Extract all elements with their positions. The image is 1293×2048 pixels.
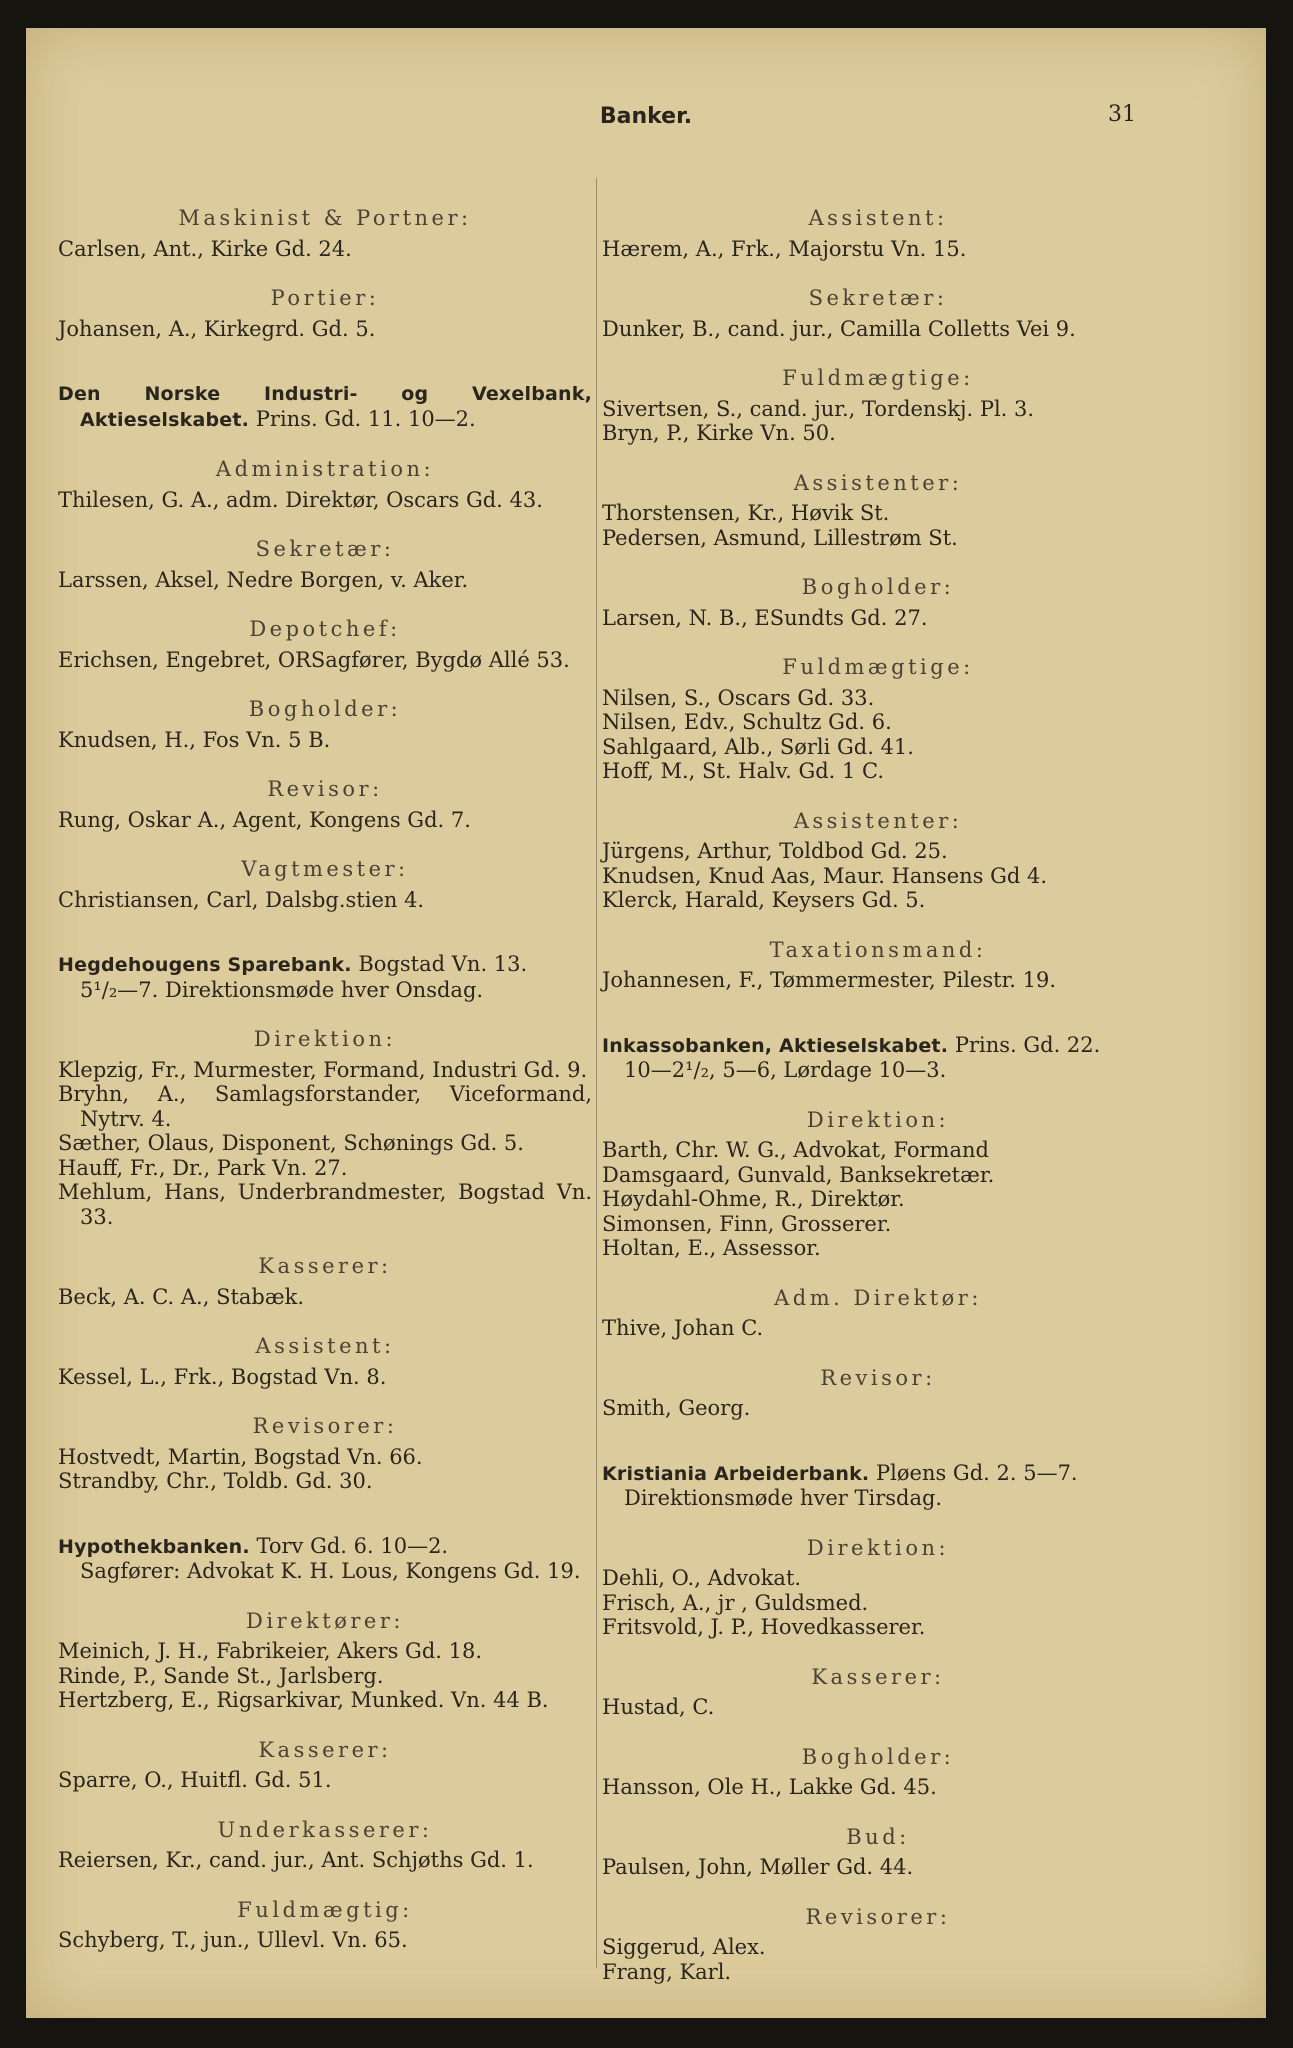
directory-entry: Erichsen, Engebret, ORSagfører, Bygdø Allé 53. xyxy=(58,647,570,672)
directory-entry: Sparre, O., Huitfl. Gd. 51. xyxy=(58,1768,332,1792)
section-heading: Taxationsmand: xyxy=(769,937,987,962)
institution-details: Prins. Gd. 11. 10—2. xyxy=(255,406,476,431)
directory-entry: Dehli, O., Advokat. xyxy=(602,1566,802,1590)
section-heading: Revisor: xyxy=(820,1365,936,1390)
directory-entry: Siggerud, Alex. xyxy=(602,1935,766,1959)
institution-entry xyxy=(58,1534,592,1560)
directory-entry: Knudsen, Knud Aas, Maur. Hansens Gd 4. xyxy=(602,863,1048,888)
institution-entry xyxy=(602,1461,1154,1487)
directory-entry: Rinde, P., Sande St., Jarlsberg. xyxy=(58,1663,384,1688)
directory-entry: Johansen, A., Kirkegrd. Gd. 5. xyxy=(58,316,376,341)
institution-entry xyxy=(58,381,592,432)
section-heading: Sekretær: xyxy=(808,286,948,310)
directory-entry: Klerck, Harald, Keysers Gd. 5. xyxy=(602,888,926,912)
directory-entry: Bryn, P., Kirke Vn. 50. xyxy=(602,421,836,445)
directory-entry: Hustad, C. xyxy=(602,1695,715,1719)
section-heading: Kasserer: xyxy=(258,1254,392,1278)
directory-page xyxy=(26,28,1266,2018)
directory-entry: Sivertsen, S., cand. jur., Tordenskj. Pl. 3. xyxy=(602,396,1035,421)
page-header-title: Banker. xyxy=(599,104,693,129)
directory-entry: Damsgaard, Gunvald, Banksekretær. xyxy=(602,1162,995,1187)
directory-entry: Thive, Johan C. xyxy=(602,1316,764,1340)
directory-entry: Meinich, J. H., Fabrikeier, Akers Gd. 18. xyxy=(58,1639,483,1663)
institution-name: Kristiania Arbeiderbank. xyxy=(602,1462,870,1485)
directory-entry: Hertzberg, E., Rigsarkivar, Munked. Vn. 44 B. xyxy=(58,1688,549,1712)
institution-details: Prins. Gd. 22. xyxy=(954,1032,1101,1057)
section-heading: Kasserer: xyxy=(811,1664,945,1689)
directory-entry: Sahlgaard, Alb., Sørli Gd. 41. xyxy=(602,734,914,759)
directory-entry: Thilesen, G. A., adm. Direktør, Oscars Gd. 43. xyxy=(58,487,543,512)
institution-entry xyxy=(602,1033,1154,1059)
section-heading: Vagtmester: xyxy=(241,857,409,881)
section-heading: Bud: xyxy=(846,1824,910,1849)
section-heading: Adm. Direktør: xyxy=(774,1285,982,1310)
section-heading: Assistent: xyxy=(255,1334,395,1358)
section-heading: Fuldmægtige: xyxy=(782,366,974,390)
section-heading: Depotchef: xyxy=(249,617,401,641)
section-heading: Direktion: xyxy=(806,1535,950,1560)
institution-details: Bogstad Vn. 13. xyxy=(358,952,528,976)
institution-details: Torv Gd. 6. 10—2. xyxy=(256,1533,449,1558)
section-heading: Maskinist & Portner: xyxy=(178,206,472,230)
section-heading: Bogholder: xyxy=(801,1744,955,1769)
directory-entry: Mehlum, Hans, Underbrandmester, Bogstad Vn. 33. xyxy=(58,1180,592,1229)
directory-entry: Schyberg, T., jun., Ullevl. Vn. 65. xyxy=(58,1928,408,1952)
left-column xyxy=(58,206,592,1953)
directory-entry: Sæther, Olaus, Disponent, Schønings Gd. 5. xyxy=(58,1131,524,1155)
directory-entry: Fritsvold, J. P., Hovedkasserer. xyxy=(602,1615,926,1639)
directory-entry: Smith, Georg. xyxy=(602,1396,751,1420)
directory-entry: Høydahl-Ohme, R., Direktør. xyxy=(602,1187,905,1211)
directory-entry: Beck, A. C. A., Stabæk. xyxy=(58,1284,305,1309)
directory-entry: Pedersen, Asmund, Lillestrøm St. xyxy=(602,525,958,550)
section-heading: Fuldmægtige: xyxy=(782,655,974,679)
section-heading: Assistenter: xyxy=(793,808,963,833)
directory-entry: Larssen, Aksel, Nedre Borgen, v. Aker. xyxy=(58,567,469,592)
institution-name: Inkassobanken, Aktieselskabet. xyxy=(602,1034,949,1057)
column-divider xyxy=(596,178,597,1968)
section-heading: Administration: xyxy=(215,457,435,481)
directory-entry: Rung, Oskar A., Agent, Kongens Gd. 7. xyxy=(58,807,471,832)
section-heading: Revisorer: xyxy=(805,1904,951,1929)
page-number: 31 xyxy=(1108,102,1136,127)
section-heading: Direktion: xyxy=(806,1107,950,1132)
directory-entry: Strandby, Chr., Toldb. Gd. 30. xyxy=(58,1469,373,1493)
directory-entry: Larsen, N. B., ESundts Gd. 27. xyxy=(602,605,928,630)
section-heading: Assistenter: xyxy=(793,470,963,495)
directory-entry: Frang, Karl. xyxy=(602,1959,732,1984)
section-heading: Sekretær: xyxy=(255,537,395,561)
directory-entry: Kessel, L., Frk., Bogstad Vn. 8. xyxy=(58,1364,387,1389)
directory-entry: Reiersen, Kr., cand. jur., Ant. Schjøths Gd. 1. xyxy=(58,1848,534,1872)
directory-entry: Dunker, B., cand. jur., Camilla Colletts Vei 9. xyxy=(602,316,1076,341)
section-heading: Fuldmægtig: xyxy=(237,1897,413,1922)
directory-entry: Johannesen, F., Tømmermester, Pilestr. 19. xyxy=(602,968,1057,992)
section-heading: Revisorer: xyxy=(252,1414,398,1438)
section-heading: Direktører: xyxy=(246,1608,404,1633)
directory-entry: Hostvedt, Martin, Bogstad Vn. 66. xyxy=(58,1444,423,1469)
directory-entry: Nilsen, S., Oscars Gd. 33. xyxy=(602,685,875,710)
institution-name: Den Norske Industri- og Vexelbank, Aktieselskabet. xyxy=(58,383,592,431)
section-heading: Kasserer: xyxy=(258,1737,392,1762)
directory-entry: Carlsen, Ant., Kirke Gd. 24. xyxy=(58,236,352,261)
institution-entry xyxy=(58,952,592,978)
directory-entry: Barth, Chr. W. G., Advokat, Formand xyxy=(602,1138,989,1162)
section-heading: Portier: xyxy=(270,286,380,310)
section-heading: Underkasserer: xyxy=(217,1817,433,1842)
directory-entry: Thorstensen, Kr., Høvik St. xyxy=(602,501,890,525)
directory-entry: Bryhn, A., Samlagsforstander, Viceformand, Nytrv. 4. xyxy=(58,1082,592,1131)
directory-entry: Hansson, Ole H., Lakke Gd. 45. xyxy=(602,1775,937,1799)
right-column xyxy=(602,206,1154,1984)
section-heading: Bogholder: xyxy=(801,575,955,599)
section-heading: Assistent: xyxy=(808,206,948,230)
directory-entry: Hoff, M., St. Halv. Gd. 1 C. xyxy=(602,759,885,783)
directory-entry: Klepzig, Fr., Murmester, Formand, Industri Gd. 9. xyxy=(58,1057,588,1082)
directory-entry: Holtan, E., Assessor. xyxy=(602,1236,821,1260)
institution-details: Pløens Gd. 2. 5—7. xyxy=(876,1460,1078,1485)
directory-entry: Knudsen, H., Fos Vn. 5 B. xyxy=(58,727,331,752)
section-heading: Bogholder: xyxy=(248,697,402,721)
institution-hours: 5¹/₂—7. Direktionsmøde hver Onsdag. xyxy=(80,977,484,1002)
institution-name: Hegdehougens Sparebank. xyxy=(58,954,352,976)
institution-hours: Sagfører: Advokat K. H. Lous, Kongens Gd. 19. xyxy=(80,1559,581,1583)
directory-entry: Paulsen, John, Møller Gd. 44. xyxy=(602,1855,914,1879)
institution-name: Hypothekbanken. xyxy=(58,1535,250,1558)
directory-entry: Simonsen, Finn, Grosserer. xyxy=(602,1211,892,1236)
institution-hours: 10—2¹/₂, 5—6, Lørdage 10—3. xyxy=(624,1058,947,1082)
institution-hours: Direktionsmøde hver Tirsdag. xyxy=(624,1486,943,1510)
section-heading: Direktion: xyxy=(253,1027,397,1051)
directory-entry: Hauff, Fr., Dr., Park Vn. 27. xyxy=(58,1155,348,1180)
directory-entry: Christiansen, Carl, Dalsbg.stien 4. xyxy=(58,887,425,912)
directory-entry: Nilsen, Edv., Schultz Gd. 6. xyxy=(602,710,892,734)
directory-entry: Frisch, A., jr , Guldsmed. xyxy=(602,1590,869,1615)
section-heading: Revisor: xyxy=(267,777,383,801)
directory-entry: Jürgens, Arthur, Toldbod Gd. 25. xyxy=(602,839,948,863)
directory-entry: Hærem, A., Frk., Majorstu Vn. 15. xyxy=(602,236,967,261)
